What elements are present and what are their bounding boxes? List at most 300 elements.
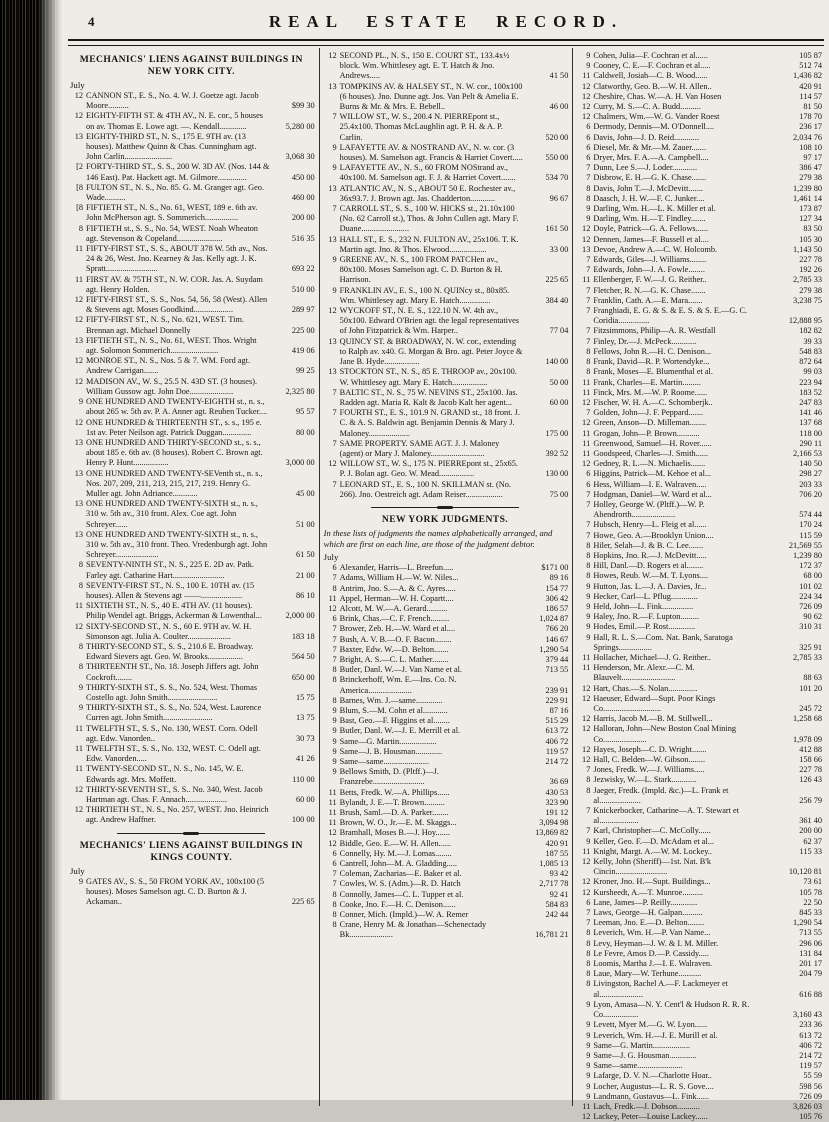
entry-text: Brinckerhoff, Wm. E.—Ins. Co. N. America.....................: [339, 675, 457, 695]
entry-day: 9: [586, 601, 591, 611]
entry-amount: 127 34: [799, 214, 823, 224]
entry-amount: 242 44: [545, 910, 569, 920]
judgment-entry: [575, 745, 822, 755]
entry-day: 12: [582, 397, 591, 407]
entry-text: Bright, A. S.—C. L. Mather........: [339, 654, 449, 664]
entry-text: Hill, Danl.—D. Rogers et al........: [593, 561, 704, 571]
entry-text: FIFTIETH st., S. S., No. 54, WEST. Noah Wheaton agt. Stevenson & Copeland......................: [86, 223, 258, 243]
lien-entry: [68, 622, 315, 642]
judgment-entry: [575, 684, 822, 694]
entry-day: 9: [332, 767, 337, 777]
entry-text: ATLANTIC AV., N. S., ABOUT 50 E. Rochester av., 36x93.7. J. Brown agt. Jas. Chadderton............: [339, 183, 516, 203]
entry-text: Laws, George—H. Galpan..........: [593, 908, 703, 918]
entry-day: 6: [332, 563, 337, 573]
entry-text: Hess, William—I. E. Walraven.....: [593, 479, 707, 489]
entry-text: Bramhall, Moses B.—J. Hoy.......: [339, 828, 450, 838]
entry-amount: 1,085 13: [539, 859, 569, 869]
entry-text: LAFAYETTE AV., N. S., 60 FROM NOStrand av., 40x100. M. Samelson agt. F. J. & Harriet Covert.......: [339, 163, 516, 183]
lien-entry: [68, 275, 315, 295]
entry-amount: 872 64: [799, 357, 823, 367]
entry-amount: 713 55: [545, 665, 569, 675]
entry-day: 8: [78, 560, 83, 570]
entry-text: Held, John—L. Fink...............: [593, 601, 694, 611]
entry-amount: 247 83: [799, 397, 823, 407]
entry-amount: 616 88: [799, 989, 823, 999]
entry-day: 11: [582, 428, 591, 438]
entry-day: 9: [78, 703, 83, 713]
lien-entry: [322, 388, 569, 408]
entry-day: 12: [582, 418, 591, 428]
entry-day: 11: [582, 438, 591, 448]
entry-text: Caldwell, Josiah—C. B. Wood......: [593, 71, 708, 81]
entry-text: TWENTY-SECOND ST., N. S., No. 145, W. E. Edwards agt. Mrs. Moffett.: [86, 764, 244, 784]
entry-day: 7: [586, 173, 591, 183]
entry-text: Same—same......................: [339, 756, 430, 766]
entry-amount: 224 34: [799, 591, 823, 601]
entry-day: 7: [586, 806, 591, 816]
entry-day: 12: [582, 857, 591, 867]
entry-day: 11: [75, 244, 83, 254]
entry-amount: 200 00: [291, 213, 315, 223]
entry-amount: 227 78: [799, 255, 823, 265]
entry-text: Same—G. Martin..................: [593, 1040, 691, 1050]
judgment-entry: [575, 51, 822, 61]
entry-amount: 90 62: [803, 612, 823, 622]
judgment-entry: [322, 879, 569, 889]
entry-amount: 2,717 78: [539, 879, 569, 889]
judgment-entry: [575, 551, 822, 561]
masthead-rule: [68, 39, 824, 46]
entry-amount: 36 69: [549, 777, 569, 787]
entry-day: 8: [586, 979, 591, 989]
lien-entry: [322, 255, 569, 286]
entry-text: Higgins, Patrick—M. Kehoe et al...: [593, 469, 712, 479]
lien-entry: [322, 459, 569, 479]
judgment-entry: [575, 408, 822, 418]
judgment-entry: [575, 235, 822, 245]
entry-amount: 99 25: [296, 366, 315, 376]
entry-amount: 225 65: [291, 897, 315, 907]
entry-day: 12: [74, 376, 83, 386]
judgment-entry: [575, 173, 822, 183]
judgment-entry: [575, 265, 822, 275]
judgment-entry: [575, 622, 822, 632]
entry-day: 7: [332, 438, 337, 448]
entry-amount: 81 50: [803, 102, 823, 112]
entry-amount: 845 33: [799, 908, 823, 918]
entry-text: Finley, Dr.—J. McPeck............: [593, 336, 697, 346]
entry-text: Leeman, Jno. E.—D. Belton........: [593, 918, 705, 928]
judgment-entry: [575, 918, 822, 928]
entry-amount: 290 11: [799, 438, 823, 448]
entry-day: 9: [586, 1050, 591, 1060]
lien-entry: [322, 143, 569, 163]
entry-day: 8: [586, 775, 591, 785]
lien-entry: [68, 356, 315, 376]
entry-text: Kursheedt, A.—T. Munroe..........: [593, 887, 704, 897]
judgment-entry: [322, 859, 569, 869]
entry-amount: 406 72: [545, 736, 569, 746]
entry-day: 7: [332, 869, 337, 879]
entry-day: 7: [586, 408, 591, 418]
entry-text: Lackey, Peter—Louise Lackey......: [593, 1112, 708, 1122]
entry-amount: 1,290 54: [539, 644, 569, 654]
entry-day: 8: [332, 695, 337, 705]
entry-amount: 33 00: [549, 244, 569, 254]
entry-day: 7: [332, 644, 337, 654]
entry-amount: 10,120 81: [788, 867, 823, 877]
entry-day: 11: [582, 377, 591, 387]
entry-day: 7: [332, 634, 337, 644]
entry-day: 12: [74, 621, 83, 631]
entry-amount: 613 72: [545, 726, 569, 736]
entry-text: LEONARD ST., E. S., 100 N. SKILLMAN st. (No. 266). Jno. Oestreich agt. Adam Reiser..................: [339, 479, 511, 499]
entry-amount: 73 61: [803, 877, 823, 887]
entry-day: 11: [582, 663, 591, 673]
entry-text: Frank, Moses—E. Blumenthal et al.: [593, 367, 713, 377]
lien-entry: [322, 480, 569, 500]
judgment-entry: [575, 306, 822, 326]
entry-text: FIFTY-FIRST ST., S. S., ABOUT 378 W. 5th av., Nos. 24 & 26, West. Jno. Kearney & Jas. Kelly agt. J. K. Spratt.........................: [86, 244, 268, 274]
entry-amount: 178 70: [799, 112, 823, 122]
judgment-entry: [322, 788, 569, 798]
entry-text: Halloran, John—New Boston Coal Mining Co.....................: [593, 724, 736, 744]
entry-day: 11: [582, 387, 591, 397]
lien-entry: [68, 642, 315, 662]
judgment-entry: [575, 82, 822, 92]
entry-day: 9: [586, 1091, 591, 1101]
entry-day: 9: [586, 1030, 591, 1040]
entry-text: Frank, Charles—E. Martin.........: [593, 377, 701, 387]
entry-text: Lane, James—P. Reilly.............: [593, 897, 698, 907]
entry-text: Bylandt, J. E.—T. Brown..........: [339, 797, 445, 807]
judgment-entry: [322, 635, 569, 645]
entry-amount: 50 00: [549, 377, 569, 387]
judgment-entry: [575, 908, 822, 918]
judgment-entry: [575, 857, 822, 877]
entry-amount: 41 50: [549, 71, 569, 81]
entry-day: 9: [586, 204, 591, 214]
entry-amount: 361 40: [799, 816, 823, 826]
entry-amount: 45 00: [296, 488, 315, 498]
entry-text: Cohen, Julia—F. Cochran et al......: [593, 51, 708, 60]
entry-text: Dennen, James—F. Bussell et al....: [593, 234, 709, 244]
entry-amount: 2,785 33: [792, 275, 823, 285]
entry-day: 7: [586, 489, 591, 499]
entry-day: 8: [332, 665, 337, 675]
lien-entry: [68, 132, 315, 163]
judgment-entry: [575, 112, 822, 122]
entry-text: Henderson, Mr. Alexr.—C. M. Blauvelt..........................: [593, 663, 695, 683]
entry-text: Clatworthy, Geo. B.—W. H. Allen..: [593, 81, 712, 91]
lien-entry: [322, 337, 569, 368]
lien-entry: [68, 397, 315, 417]
entry-amount: 3,068 30: [285, 152, 315, 162]
entry-amount: 187 55: [545, 848, 569, 858]
entry-text: QUINCY ST. & BROADWAY, N. W. cor., extending to Ralph av. x40. G. Morgan & Bro. agt. Peter Joyce & Jane B. Hyde.................: [339, 336, 523, 367]
judgment-entry: [575, 633, 822, 653]
judgment-entry: [575, 571, 822, 581]
entry-amount: 21 00: [296, 570, 315, 580]
entry-amount: 172 37: [799, 561, 823, 571]
entry-text: ONE HUNDRED AND TWENTY-EIGHTH st., n. s., about 265 w. 5th av. P. A. Anner agt. Reuben Tucker....: [86, 397, 268, 417]
lien-entry: [322, 163, 569, 183]
entry-day: 12: [328, 828, 337, 838]
entry-amount: 225 65: [545, 275, 569, 285]
entry-amount: 323 90: [545, 797, 569, 807]
entry-amount: 613 72: [799, 1030, 823, 1040]
entry-day: 9: [332, 705, 337, 715]
entry-day: 11: [75, 764, 83, 774]
judgment-entry: [575, 898, 822, 908]
entry-amount: 3,094 98: [539, 818, 569, 828]
entry-amount: 80 00: [296, 427, 315, 437]
entry-text: Connelly, Hy. M.—J. Lomas........: [339, 848, 452, 858]
entry-day: 12: [582, 877, 591, 887]
lien-entry: [68, 785, 315, 805]
entry-amount: 1,436 82: [792, 71, 823, 81]
lien-entry: [68, 560, 315, 580]
entry-amount: 182 82: [799, 326, 823, 336]
entry-day: 9: [586, 1020, 591, 1030]
entry-day: [8: [76, 182, 83, 192]
lien-entry: [68, 377, 315, 397]
entry-day: [2: [76, 162, 83, 172]
entry-day: 8: [586, 550, 591, 560]
entry-amount: 227 78: [799, 765, 823, 775]
entry-text: Hart, Chas.—S. Nolan..............: [593, 683, 698, 693]
entry-day: 8: [586, 357, 591, 367]
entry-day: 12: [582, 224, 591, 234]
month-label: July: [70, 80, 85, 90]
entry-day: 7: [586, 285, 591, 295]
entry-text: Hiler, Selah—J. & B. C. Lee.......: [593, 540, 704, 550]
entry-day: 12: [582, 81, 591, 91]
entry-amount: 384 40: [545, 295, 569, 305]
entry-text: Cowles, W. S. (Adm.)—R. D. Hatch: [339, 879, 461, 889]
lien-entry: [68, 295, 315, 315]
entry-amount: 60 00: [549, 397, 569, 407]
entry-text: Grogan, John—P. Brown...........: [593, 428, 700, 438]
entry-text: Darling, Wm. H.—L. K. Miller et al.: [593, 204, 716, 214]
entry-amount: 55 59: [803, 1071, 823, 1081]
judgment-entry: [575, 214, 822, 224]
judgment-entry: [575, 582, 822, 592]
judgment-entry: [575, 143, 822, 153]
entry-text: Appel, Herman—W. H. Copartt....: [339, 593, 454, 603]
entry-day: 7: [586, 908, 591, 918]
entry-day: 11: [582, 1101, 591, 1111]
entry-day: 8: [586, 938, 591, 948]
entry-text: FIFTY-FIRST ST., S. S., Nos. 54, 56, 58 (West). Allen & Stevens agt. Moses Goodkind...................: [86, 295, 268, 315]
entry-amount: 146 67: [545, 634, 569, 644]
entry-text: MADISON AV., W. S., 25.5 N. 43D ST. (3 houses). William Gussow agt. John Doe.....................: [86, 376, 258, 396]
lien-entry: [322, 408, 569, 439]
entry-day: 11: [582, 71, 591, 81]
entry-text: Fischer, W. H. A.—C. Schomberjk..: [593, 397, 713, 407]
judgment-entry: [322, 849, 569, 859]
entry-text: Howes, Reub. W.—M. T. Lyons....: [593, 571, 709, 581]
entry-text: Franklin, Cath. A.—E. Mara.......: [593, 295, 703, 305]
judgment-entry: [575, 1112, 822, 1122]
judgment-entry: [575, 888, 822, 898]
entry-day: 8: [586, 928, 591, 938]
entry-amount: 137 68: [799, 418, 823, 428]
entry-day: 7: [586, 530, 591, 540]
entry-day: 12: [74, 356, 83, 366]
entry-text: Alcott, M. W.—A. Gerard..........: [339, 603, 448, 613]
judgment-entry: [575, 122, 822, 132]
judgment-entry: [322, 706, 569, 716]
entry-amount: 245 72: [799, 704, 823, 713]
judgment-entry: [322, 696, 569, 706]
entry-amount: 420 91: [799, 81, 823, 91]
entry-day: 7: [586, 255, 591, 265]
entry-text: Connolly, James—C. L. Tupper et al.: [339, 889, 464, 899]
entry-text: Dunn, Lee S.—J. Loder............: [593, 163, 698, 173]
entry-day: 11: [328, 808, 337, 817]
section-heading-liens-nyc: MECHANICS' LIENS AGAINST BUILDINGS IN NEW YORK CITY.: [79, 54, 303, 77]
entry-day: 7: [586, 336, 591, 346]
entry-day: 12: [582, 714, 591, 724]
entry-day: 8: [586, 540, 591, 550]
judgment-entry: [575, 286, 822, 296]
entry-amount: 548 83: [799, 346, 823, 356]
entry-amount: 256 79: [799, 795, 823, 805]
entry-amount: 101 02: [799, 581, 823, 591]
entry-amount: 713 55: [799, 928, 823, 938]
entry-amount: 105 76: [799, 1112, 823, 1122]
entry-text: Chalmers, Wm.—W. G. Vander Roest: [593, 112, 720, 122]
entry-text: Curry, M. S.—C. A. Budd..........: [593, 102, 701, 112]
entry-text: Disbrow, E. H.—G. K. Chase.......: [593, 173, 707, 183]
entry-day: 7: [332, 112, 337, 122]
lien-entry: [68, 224, 315, 244]
judgment-entry: [575, 979, 822, 999]
entry-text: Coleman, Zacharias—E. Baker et al.: [339, 869, 462, 879]
entry-amount: 726 09: [799, 1091, 823, 1101]
entry-day: 13: [328, 234, 337, 244]
lien-entry: [68, 418, 315, 438]
entry-day: 8: [332, 583, 337, 593]
entry-text: FRANKLIN AV., E. S., 100 N. QUINcy st., 80x85. Wm. Whittlesey agt. Mary E. Hatch...............: [339, 285, 510, 305]
entry-amount: 512 74: [799, 61, 823, 71]
entry-text: Hollacher, Michael—J. G. Reither..: [593, 652, 711, 662]
lien-entry: [68, 469, 315, 500]
entry-text: Hubsch, Henry—L. Fleig et al......: [593, 520, 707, 530]
lien-entry: [322, 51, 569, 82]
entry-amount: 130 00: [545, 469, 569, 479]
judgment-entry: [575, 1031, 822, 1041]
entry-day: 6: [586, 479, 591, 489]
judgment-entry: [322, 614, 569, 624]
entry-text: Locher, Augustus—L. R. S. Gove....: [593, 1081, 714, 1091]
entry-day: 9: [586, 612, 591, 622]
entry-amount: 118 00: [799, 428, 823, 438]
entry-day: 7: [586, 326, 591, 336]
page-content: [66, 0, 826, 1122]
entry-amount: 105 78: [799, 887, 823, 897]
judgment-entry: [575, 663, 822, 683]
entry-day: 8: [586, 183, 591, 193]
entry-day: 6: [332, 848, 337, 858]
entry-text: Keller, Geo. F.—D. McAdam et al...: [593, 836, 715, 846]
judgment-entry: [322, 604, 569, 614]
lien-entry: [68, 162, 315, 182]
entry-amount: 1,290 54: [792, 918, 823, 928]
entry-day: 6: [332, 859, 337, 869]
liens-kings-continued-list: [322, 51, 569, 500]
entry-text: Doyle, Patrick—G. A. Fellows......: [593, 224, 709, 234]
entry-amount: 99 03: [803, 367, 823, 377]
judgment-entry: [575, 398, 822, 408]
judgment-entry: [322, 573, 569, 583]
entry-text: Ellenberger, F. W.—J. G. Reither..: [593, 275, 707, 285]
entry-day: 12: [582, 693, 591, 703]
entry-text: SECOND PL., N. S., 150 E. COURT ST., 133.4x½ block. Wm. Whittlesey agt. E. T. Hatch & Jno. Andrews.....: [339, 51, 510, 81]
entry-amount: 126 43: [799, 775, 823, 785]
entry-text: TOMPKINS AV. & HALSEY ST., N. W. cor., 100x100 (6 houses). Jno. Dunne agt. Jos. Van Pelt & Amelia E. Burns & Mr. & Mrs. E. Bebell..: [339, 81, 523, 112]
entry-day: 11: [75, 601, 83, 611]
entry-amount: 2,325 80: [285, 386, 315, 396]
entry-text: Betts, Fredk. W.—A. Phillips......: [339, 787, 450, 797]
entry-day: 7: [586, 499, 591, 509]
entry-text: Loomis, Martha J.—I. E. Walraven.: [593, 959, 713, 969]
entry-amount: 141 46: [799, 408, 823, 418]
entry-day: 7: [332, 573, 337, 583]
entry-text: Crane, Henry M. & Jonathan—Schenectady Bk.....................: [339, 920, 487, 940]
judgment-entry: [322, 716, 569, 726]
section-heading-judgments: NEW YORK JUDGMENTS.: [381, 513, 509, 525]
entry-day: 13: [74, 131, 83, 141]
entry-day: 12: [582, 744, 591, 754]
lien-entry: [68, 744, 315, 764]
entry-amount: 97 17: [803, 153, 823, 163]
entry-amount: 516 35: [291, 233, 315, 243]
judgment-entry: [322, 726, 569, 736]
entry-day: 7: [332, 408, 337, 418]
lien-entry: [68, 724, 315, 744]
entry-amount: 574 44: [799, 510, 823, 520]
entry-day: 8: [586, 193, 591, 203]
entry-amount: 3,826 03: [792, 1101, 823, 1111]
entry-day: 8: [332, 920, 337, 930]
entry-amount: 214 72: [799, 1050, 823, 1060]
entry-text: THIRTY-SIXTH ST., S. S., No. 524, West. Thomas Costello agt. John Smith........................: [86, 682, 257, 702]
entry-text: Lafarge, D. V. N.—Charlotte Hoar..: [593, 1071, 712, 1081]
entry-amount: 419 06: [291, 346, 315, 356]
lien-entry: [68, 244, 315, 275]
entry-day: 13: [74, 468, 83, 478]
entry-text: CANNON ST., E. S., No. 4. W. J. Goetze agt. Jacob Moore..........: [86, 91, 259, 111]
entry-text: Blum, S.—M. Cohn et al............: [339, 705, 448, 715]
entry-day: 12: [328, 603, 337, 613]
judgment-entry: [575, 296, 822, 306]
entry-day: 8: [332, 889, 337, 899]
entry-text: THIRTY-SIXTH ST., S. S., No. 524, West. Laurence Curren agt. John Smith........................: [86, 703, 262, 723]
entry-amount: 101 20: [799, 683, 823, 693]
entry-text: Levett, Myer M.—G. W. Lyon......: [593, 1020, 708, 1030]
judgment-entry: [322, 624, 569, 634]
entry-day: 11: [582, 846, 591, 856]
entry-text: Howe, Geo. A.—Brooklyn Union....: [593, 530, 714, 540]
entry-amount: 140 50: [799, 459, 823, 469]
liens-kings-list: [68, 877, 315, 908]
judgment-entry: [322, 675, 569, 695]
entry-day: 11: [75, 274, 83, 284]
entry-text: Golden, John—J. F. Peppard.......: [593, 408, 704, 418]
judgment-entry: [575, 459, 822, 469]
